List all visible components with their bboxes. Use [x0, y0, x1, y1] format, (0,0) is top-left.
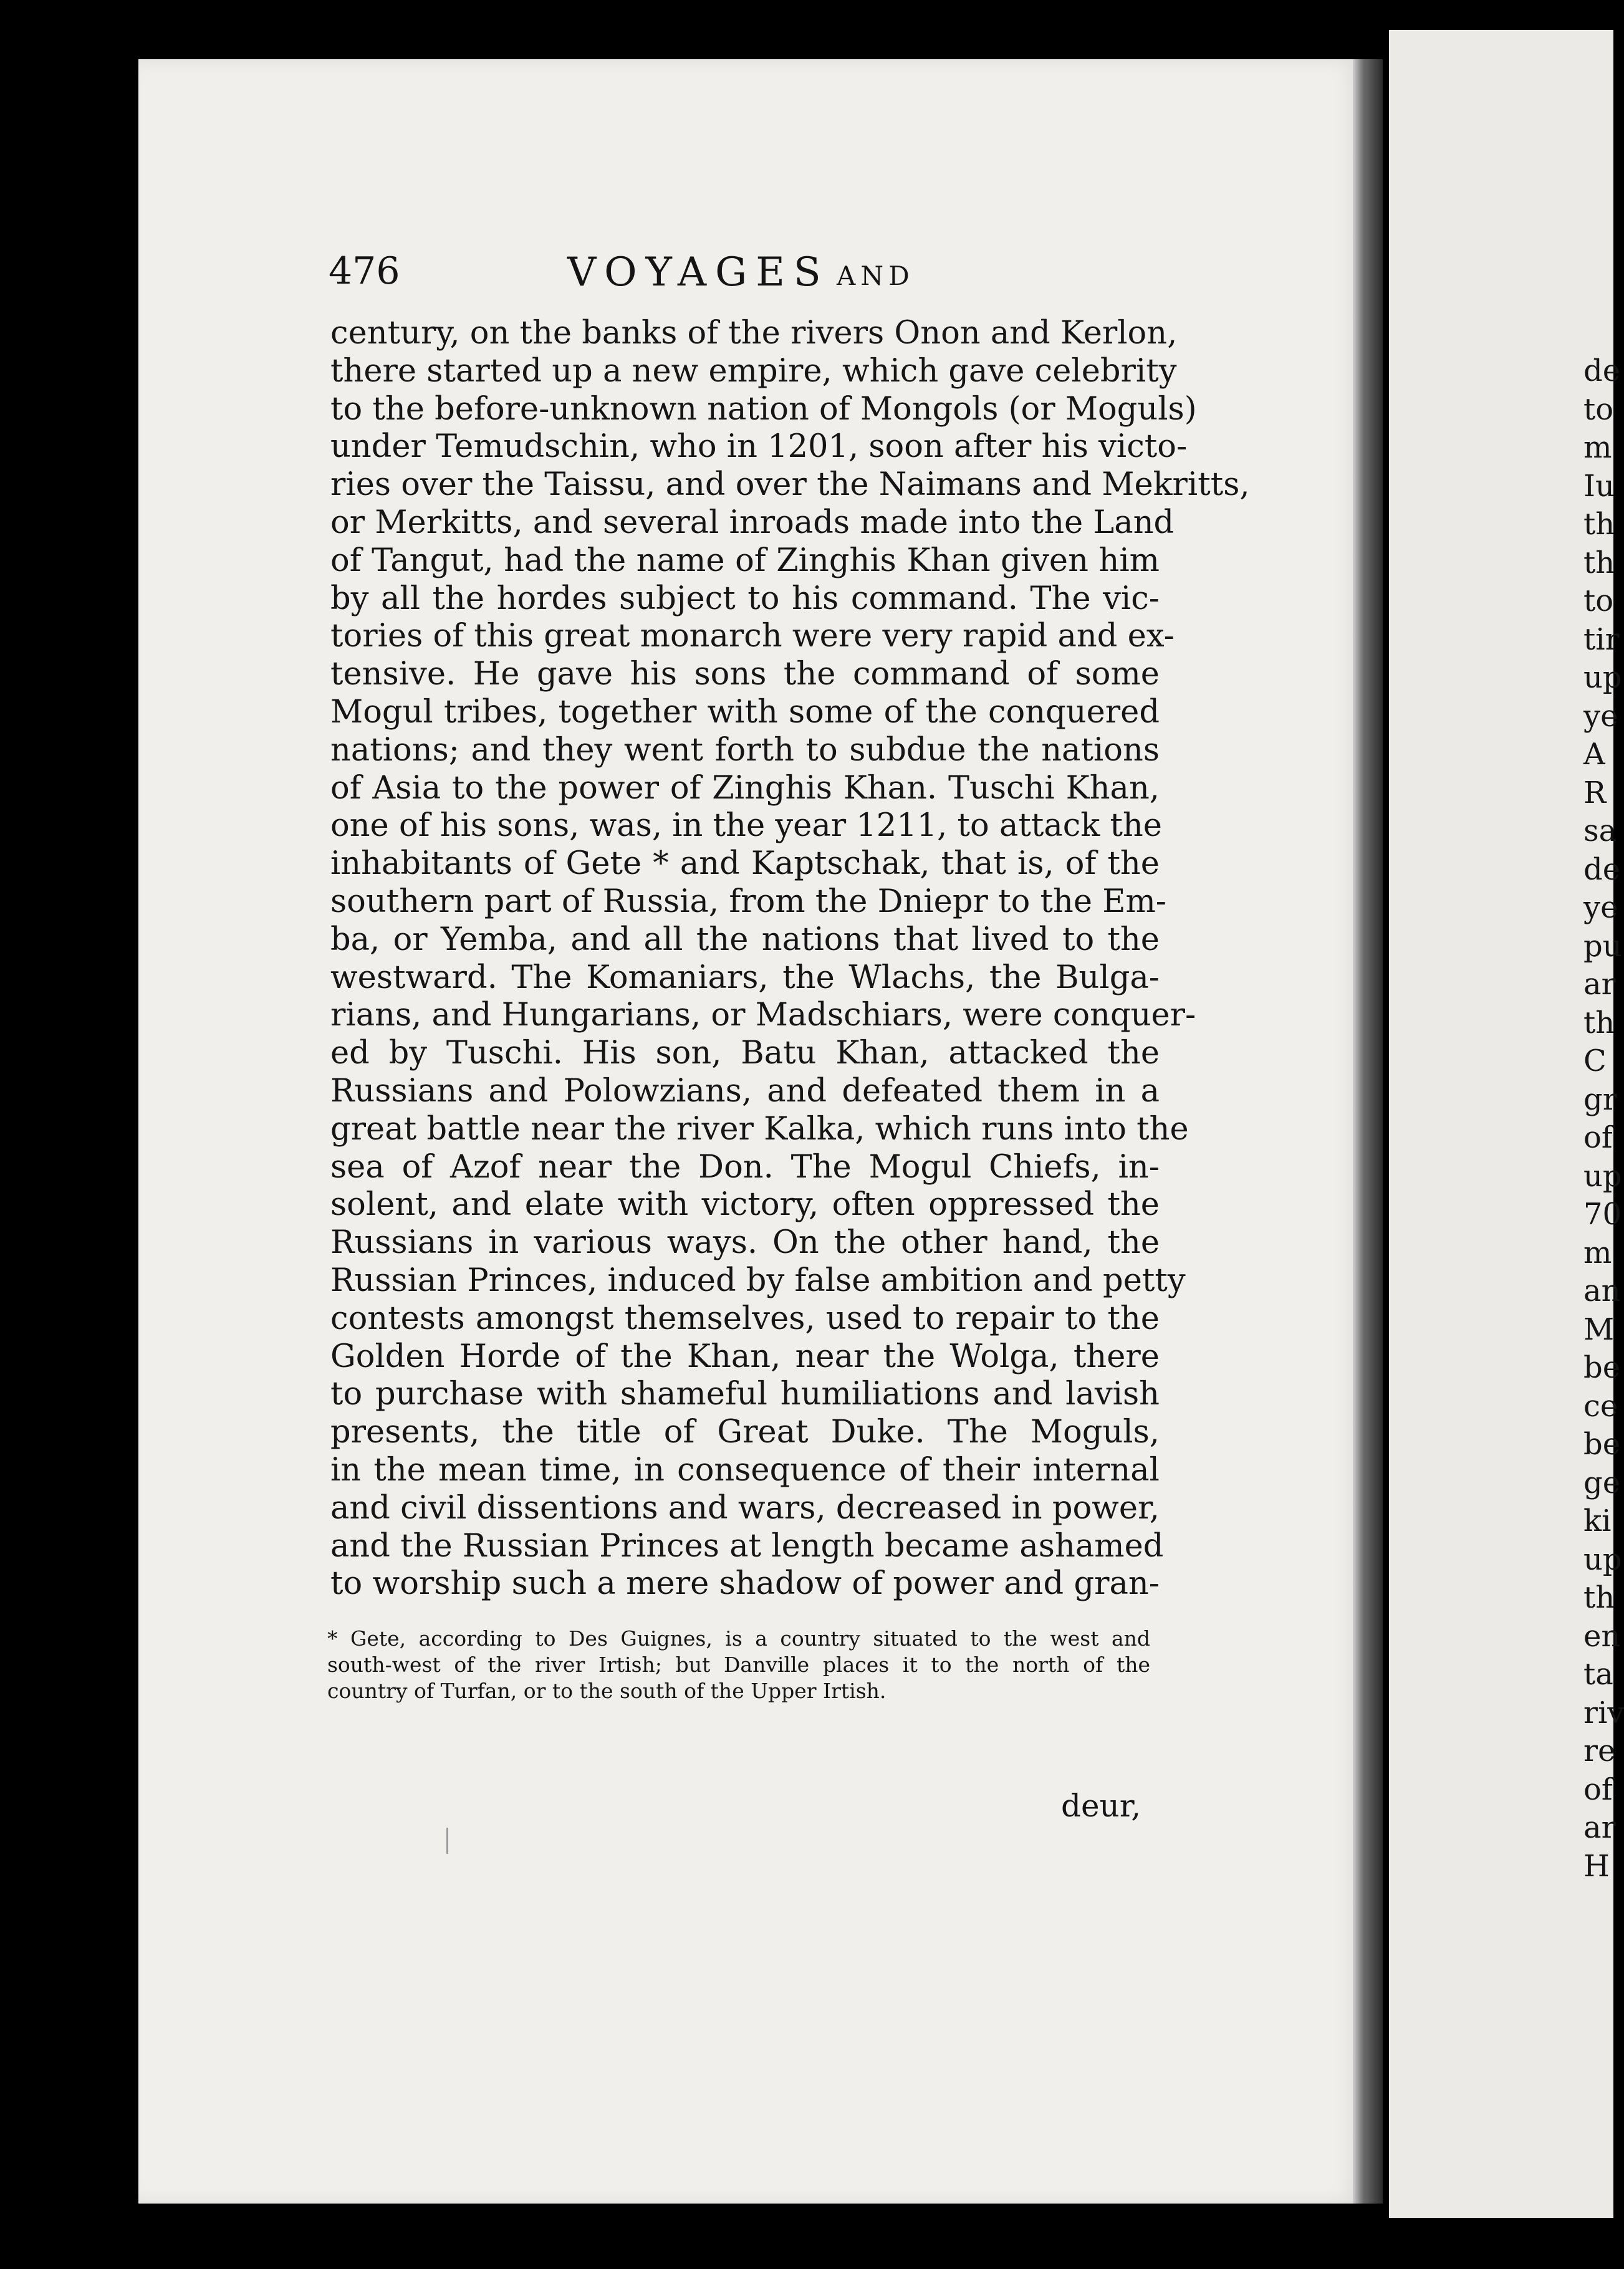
right-page-fragment: sa: [1583, 813, 1617, 848]
right-page-fragment: en: [1583, 1618, 1621, 1654]
text-line: contests amongst themselves, used to repair to the: [330, 1300, 1160, 1337]
text-line: there started up a new empire, which gave celebrity: [330, 352, 1177, 390]
text-line: and civil dissentions and wars, decreased in power,: [330, 1489, 1160, 1527]
right-page-fragment: ge: [1583, 1465, 1621, 1500]
text-line: tensive. He gave his sons the command of some: [330, 656, 1160, 693]
text-line: of Asia to the power of Zinghis Khan. Tuschi Khan,: [330, 769, 1160, 807]
running-head-and: AND: [837, 261, 915, 291]
text-line: rians, and Hungarians, or Madschiars, were conquer-: [330, 997, 1196, 1034]
right-page-fragment: to: [1583, 391, 1614, 427]
right-page-fragment: de: [1583, 851, 1621, 887]
right-page-fragment: an: [1583, 1274, 1621, 1308]
footnote-line: country of Turfan, or to the south of the Upper Irtish.: [327, 1679, 886, 1703]
page-number: 476: [329, 249, 400, 293]
text-line: great battle near the river Kalka, which runs into the: [330, 1110, 1189, 1148]
right-page-fragment: A: [1583, 737, 1605, 772]
text-line: tories of this great monarch were very rapid and ex-: [330, 618, 1175, 655]
text-line: Russian Princes, induced by false ambition and petty: [330, 1262, 1186, 1299]
right-page-fragment: ye: [1583, 698, 1618, 734]
text-line: by all the hordes subject to his command. The vic-: [330, 580, 1160, 617]
right-page-fragment: m: [1583, 1235, 1612, 1270]
text-line: Russians in various ways. On the other hand, the: [330, 1224, 1160, 1262]
text-line: sea of Azof near the Don. The Mogul Chiefs, in-: [330, 1148, 1160, 1186]
right-page-fragment: ye: [1583, 890, 1618, 925]
text-line: under Temudschin, who in 1201, soon after his victo-: [330, 428, 1188, 466]
right-page-fragment: H: [1583, 1848, 1610, 1884]
right-page-fragment: be: [1583, 1350, 1621, 1385]
right-page-fragments: [1583, 352, 1624, 1886]
right-page-fragment: riv: [1583, 1695, 1624, 1730]
text-line: inhabitants of Gete * and Kaptschak, that is, of the: [330, 845, 1160, 883]
text-line: of Tangut, had the name of Zinghis Khan given him: [330, 542, 1160, 579]
right-page-fragment: th: [1583, 1005, 1615, 1040]
text-line: or Merkitts, and several inroads made into the Land: [330, 504, 1175, 541]
footnote: [327, 1626, 1150, 1704]
text-line: southern part of Russia, from the Dniepr to the Em-: [330, 883, 1167, 920]
right-page-fragment: of: [1583, 1772, 1613, 1807]
right-page-fragment: R: [1583, 775, 1607, 810]
body-text: [330, 315, 1250, 1603]
right-page-fragment: Iu: [1583, 468, 1615, 504]
ink-smudge: [446, 1828, 448, 1854]
right-page-fragment: th: [1583, 1580, 1615, 1615]
text-line: Golden Horde of the Khan, near the Wolga, there: [330, 1338, 1160, 1375]
right-page-fragment: be: [1583, 1427, 1621, 1462]
text-line: and the Russian Princes at length became ashamed: [330, 1527, 1164, 1565]
book-gutter: [1353, 59, 1383, 2204]
right-page-fragment: ta: [1583, 1657, 1613, 1692]
right-page-fragment: th: [1583, 545, 1615, 580]
catchword: deur,: [1061, 1788, 1141, 1824]
right-page-fragment: M: [1583, 1312, 1615, 1347]
right-page-fragment: ar: [1583, 1810, 1616, 1845]
right-page-fragment: tir: [1583, 621, 1620, 657]
text-line: Russians and Polowzians, and defeated them in a: [330, 1072, 1160, 1110]
right-page-fragment: to: [1583, 583, 1614, 618]
text-line: nations; and they went forth to subdue the nations: [330, 731, 1160, 769]
footnote-line: south-west of the river Irtish; but Danville places it to the north of the: [327, 1653, 1150, 1677]
text-line: ed by Tuschi. His son, Batu Khan, attacked the: [330, 1035, 1160, 1072]
text-line: in the mean time, in consequence of their internal: [330, 1451, 1160, 1489]
right-page: [1389, 30, 1624, 2218]
right-page-fragment: de: [1583, 353, 1621, 388]
right-page-fragment: gr: [1583, 1082, 1617, 1117]
right-page-fragment: ce: [1583, 1388, 1618, 1424]
text-line: century, on the banks of the rivers Onon and Kerlon,: [330, 315, 1178, 352]
text-line: ries over the Taissu, and over the Naimans and Mekritts,: [330, 466, 1250, 504]
page-header: [188, 249, 1248, 299]
footnote-line: * Gete, according to Des Guignes, is a country situated to the west and: [327, 1626, 1150, 1651]
text-line: to worship such a mere shadow of power and gran-: [330, 1565, 1160, 1603]
right-page-fragment: up: [1583, 1542, 1622, 1577]
text-line: one of his sons, was, in the year 1211, to attack the: [330, 807, 1162, 845]
right-page-fragment: ar: [1583, 967, 1616, 1002]
right-page-fragment: re: [1583, 1734, 1616, 1768]
text-line: to purchase with shameful humiliations and lavish: [330, 1376, 1160, 1413]
right-page-fragment: of: [1583, 1120, 1613, 1155]
running-head: VOYAGES: [567, 249, 830, 295]
right-page-fragment: up: [1583, 660, 1622, 695]
text-line: presents, the title of Great Duke. The Moguls,: [330, 1414, 1160, 1451]
text-line: to the before-unknown nation of Mongols (or Moguls): [330, 390, 1197, 428]
right-page-fragment: C: [1583, 1043, 1607, 1078]
right-page-fragment: ki: [1583, 1504, 1612, 1538]
text-line: Mogul tribes, together with some of the conquered: [330, 693, 1160, 731]
right-page-fragment: up: [1583, 1158, 1622, 1194]
right-page-fragment: th: [1583, 507, 1615, 542]
text-line: westward. The Komaniars, the Wlachs, the Bulga-: [330, 959, 1160, 996]
right-page-fragment: m: [1583, 430, 1612, 465]
right-page-fragment: pu: [1583, 928, 1622, 964]
text-line: ba, or Yemba, and all the nations that lived to the: [330, 921, 1160, 958]
text-line: solent, and elate with victory, often oppressed the: [330, 1186, 1160, 1224]
right-page-fragment: 70: [1583, 1197, 1622, 1232]
